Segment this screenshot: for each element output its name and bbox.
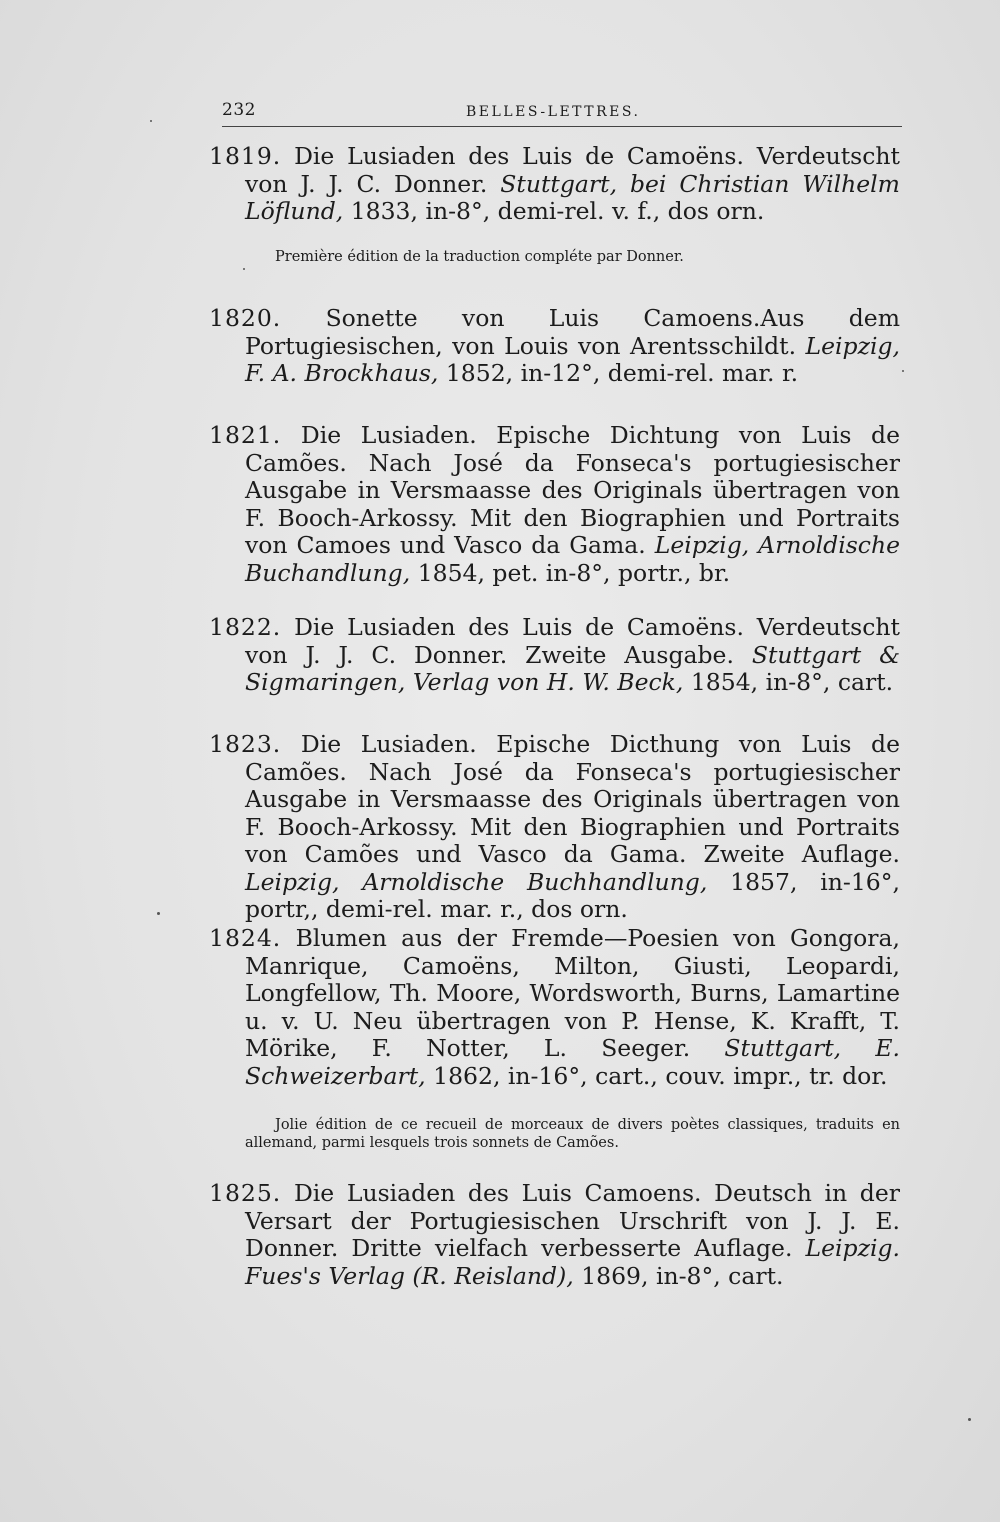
entry-number: 1824. — [209, 924, 282, 952]
entry-details: 1862, in-16°, cart., couv. impr., tr. dor. — [433, 1061, 888, 1090]
entry-number: 1819. — [209, 142, 282, 170]
catalog-entry-1821 — [205, 422, 900, 587]
entry-text — [205, 1180, 900, 1290]
entry-publisher: Leipzig, F. A. Brockhaus, — [245, 331, 900, 387]
entry-title: Die Lusiaden des Luis de Camoëns. Verdeutscht von J. J. C. Donner. Zweite Ausgabe. — [245, 613, 900, 669]
entry-title: Die Lusiaden des Luis de Camoëns. Verdeutscht von J. J. C. Donner. — [245, 142, 900, 198]
entry-number: 1822. — [209, 613, 282, 641]
paper-speck — [150, 120, 152, 122]
entry-number: 1820. — [209, 304, 282, 332]
entry-text — [205, 143, 900, 226]
entry-note: Première édition de la traduction compléte par Donner. — [275, 248, 684, 265]
entry-text — [205, 305, 900, 388]
header-rule — [222, 126, 902, 127]
entry-publisher: Leipzig, Arnoldische Buchandlung, — [245, 531, 900, 587]
entry-publisher: Stuttgart, E. Schweizerbart, — [245, 1034, 900, 1090]
entry-text — [205, 925, 900, 1090]
catalog-entry-1820 — [205, 305, 900, 388]
catalog-entry-1825 — [205, 1180, 900, 1290]
entry-title: Die Lusiaden des Luis Camoens. Deutsch in der Versart der Portugiesischen Urschrift von J. J. E. Donner. Dritte vielfach verbesserte Auflage. — [245, 1179, 900, 1262]
entry-number: 1823. — [209, 730, 282, 758]
entry-title: Sonette von Luis Camoens.Aus dem Portugiesischen, von Louis von Arentsschildt. — [245, 304, 900, 360]
entry-publisher: Stuttgart, bei Christian Wilhelm Löflund, — [245, 169, 900, 225]
catalog-entry-1823 — [205, 731, 900, 924]
page-number: 232 — [222, 100, 256, 120]
entry-text — [205, 614, 900, 697]
entry-details: 1857, in-16°, portr,, demi-rel. mar. r., dos orn. — [245, 867, 900, 923]
entry-publisher: Leipzig. Fues's Verlag (R. Reisland), — [245, 1234, 900, 1290]
entry-publisher: Stuttgart & Sigmaringen, Verlag von H. W. Beck, — [245, 640, 900, 696]
catalog-entry-1822 — [205, 614, 900, 697]
entry-details: 1852, in-12°, demi-rel. mar. r. — [445, 359, 799, 387]
entry-text — [205, 731, 900, 924]
entry-details: 1833, in-8°, demi-rel. v. f., dos orn. — [350, 197, 765, 225]
entry-publisher: Leipzig, Arnoldische Buchhandlung, — [245, 867, 708, 896]
entry-details: 1869, in-8°, cart. — [581, 1261, 784, 1290]
paper-speck — [157, 912, 160, 915]
catalog-entry-1819 — [205, 143, 900, 266]
paper-speck — [902, 370, 904, 372]
running-head: BELLES-LETTRES. — [466, 104, 641, 120]
entry-text — [205, 422, 900, 587]
paper-speck — [243, 268, 245, 270]
entry-title: Die Lusiaden. Epische Dicthung von Luis de Camões. Nach José da Fonseca's portugiesischer Ausgabe in Versmaasse des Originals übertragen von F. Booch-Arkossy. Mit den Biographien und Portraits von Camões und Vasco da Gama. Zweite Auflage. — [245, 730, 900, 868]
paper-speck — [968, 1418, 971, 1421]
catalog-entry-1824 — [205, 925, 900, 1152]
entry-number: 1821. — [209, 421, 282, 449]
entry-title: Blumen aus der Fremde—Poesien von Gongora, Manrique, Camoëns, Milton, Giusti, Leopardi, Longfellow, Th. Moore, Wordsworth, Burns, Lamartine u. v. U. Neu übertragen von P. Hense, K. Krafft, T. Mörike, F. Notter, L. Seeger. — [245, 924, 900, 1062]
entry-note: Jolie édition de ce recueil de morceaux de divers poètes classiques, traduits en allemand, parmi lesquels trois sonnets de Camões. — [245, 1117, 900, 1151]
entry-title: Die Lusiaden. Epische Dichtung von Luis de Camões. Nach José da Fonseca's portugiesischer Ausgabe in Versmaasse des Originals übertragen von F. Booch-Arkossy. Mit den Biographien und Portraits von Camoes und Vasco da Gama. — [245, 421, 900, 559]
entry-details: 1854, pet. in-8°, portr., br. — [417, 558, 731, 587]
entry-number: 1825. — [209, 1179, 282, 1207]
entry-details: 1854, in-8°, cart. — [690, 668, 894, 696]
